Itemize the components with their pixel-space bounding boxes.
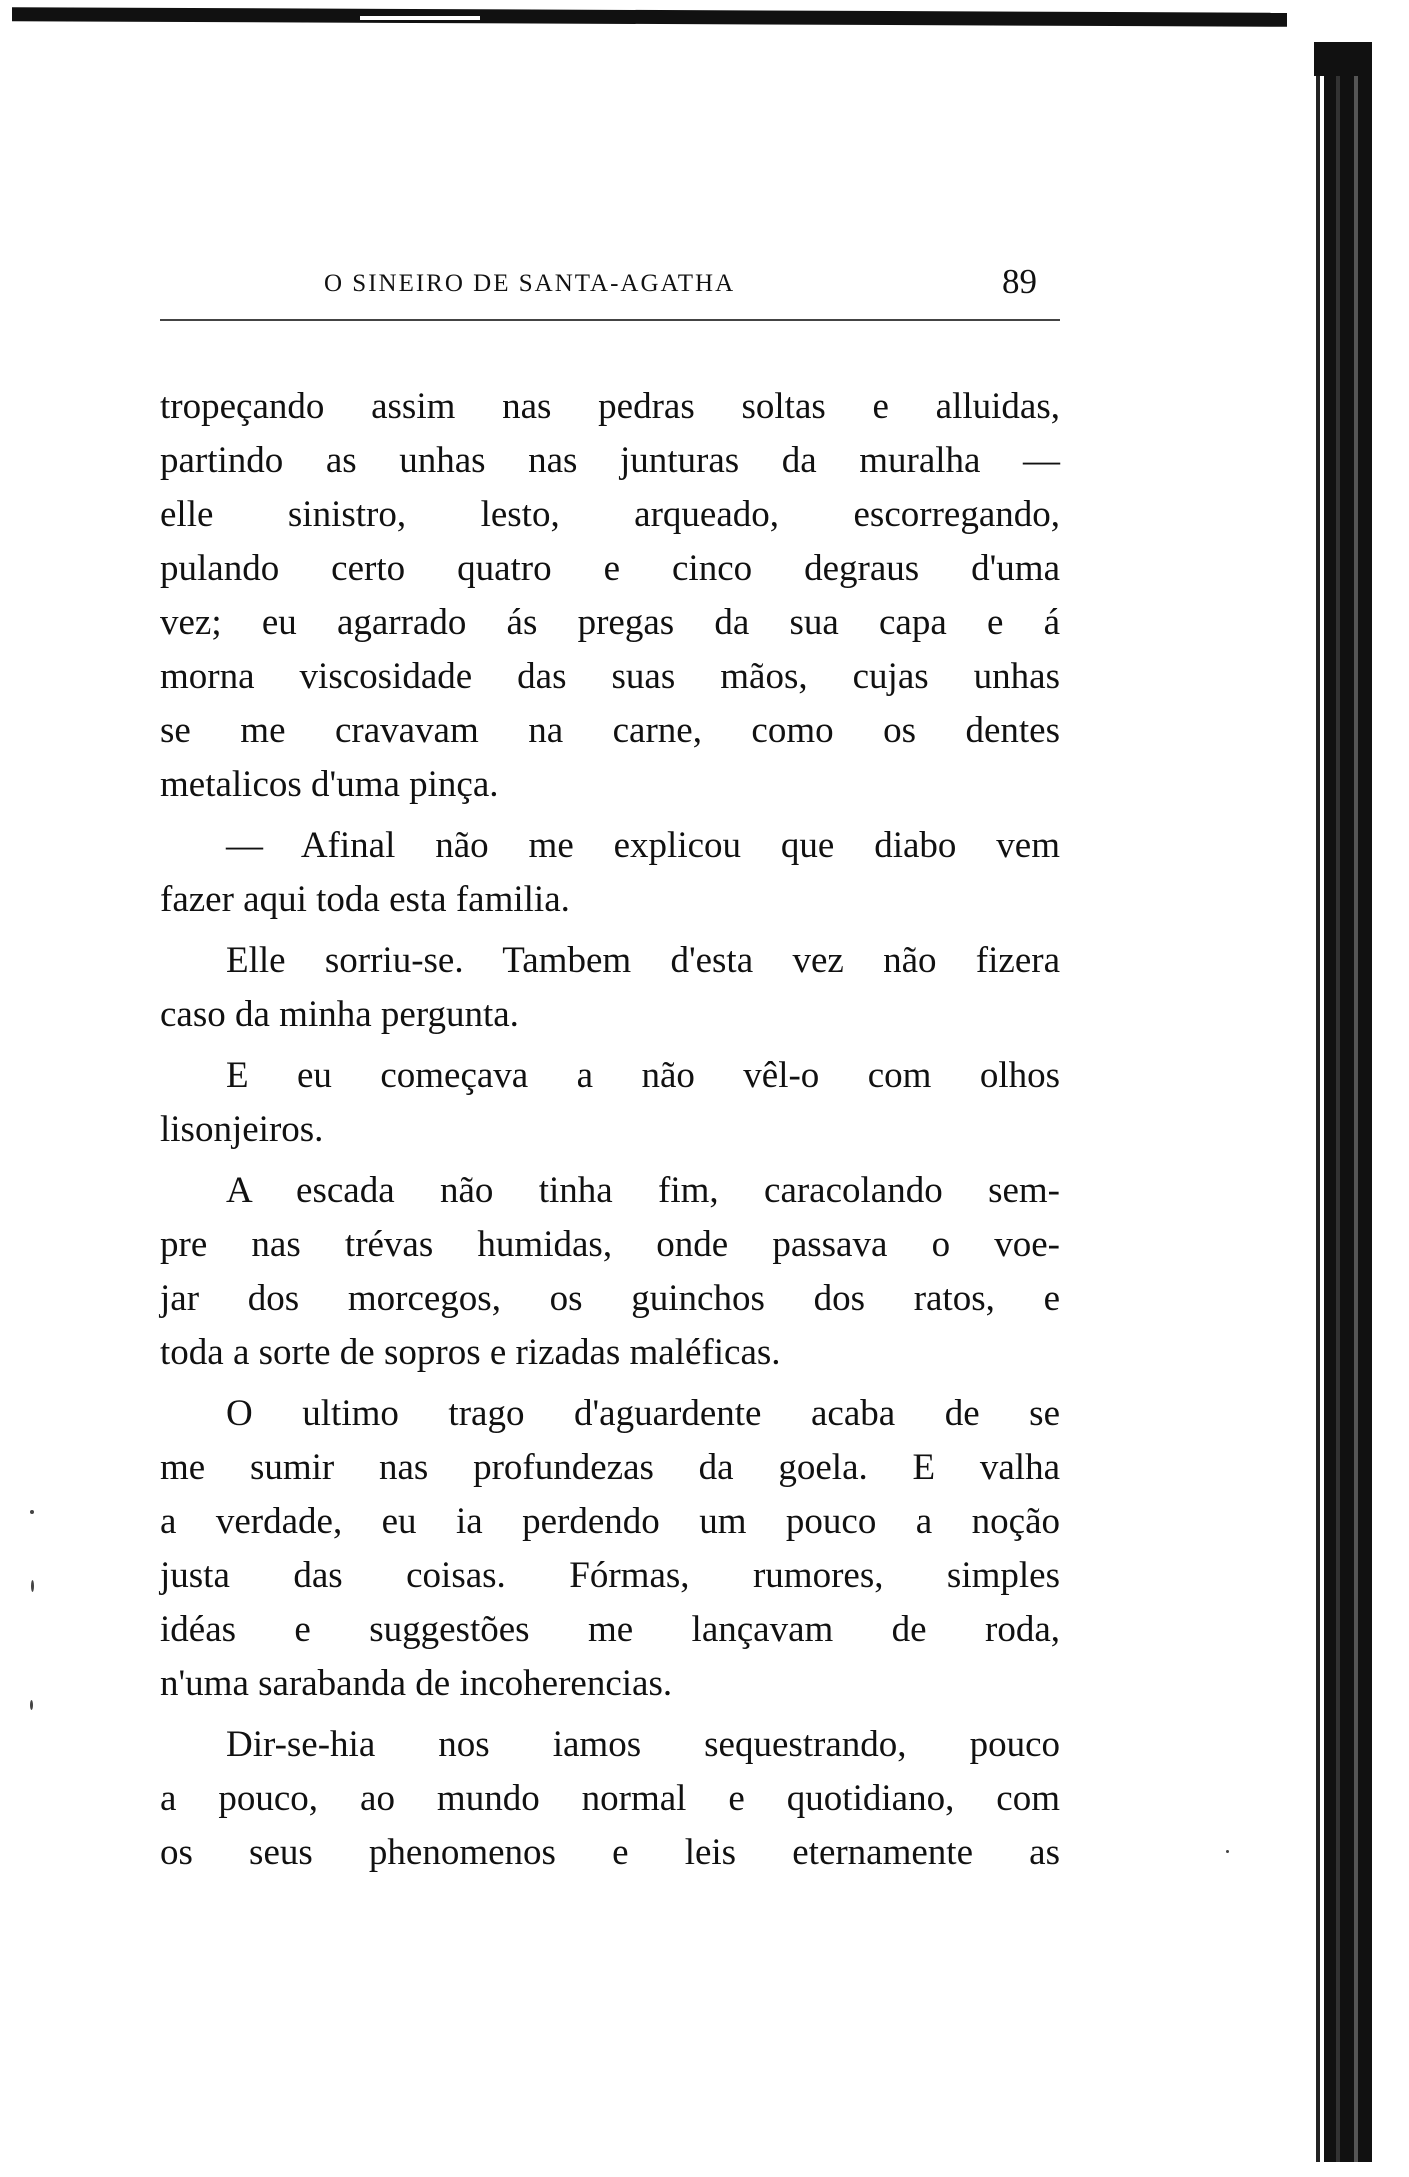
page-number: 89: [1002, 262, 1037, 301]
paper-speck: [31, 1580, 34, 1592]
paragraph: [160, 1049, 1060, 1157]
text-line: fazer aqui toda esta familia.: [160, 879, 570, 920]
text-line: jar dos morcegos, os guinchos dos ratos, e: [160, 1278, 1060, 1319]
text-line: — Afinal não me explicou que diabo vem: [226, 825, 1060, 866]
text-line: idéas e suggestões me lançavam de roda,: [160, 1609, 1060, 1650]
text-line: justa das coisas. Fórmas, rumores, simples: [160, 1555, 1060, 1596]
text-line: caso da minha pergunta.: [160, 994, 519, 1035]
body-text: [160, 380, 1060, 1880]
paragraph: [160, 934, 1060, 1042]
text-line: se me cravavam na carne, como os dentes: [160, 710, 1060, 751]
text-line: me sumir nas profundezas da goela. E valha: [160, 1447, 1060, 1488]
binding-shadow: [1314, 42, 1370, 76]
text-line: A escada não tinha fim, caracolando sem-: [226, 1170, 1060, 1211]
text-line: tropeçando assim nas pedras soltas e alluidas,: [160, 386, 1060, 427]
paper-speck: [30, 1700, 33, 1710]
text-line: a verdade, eu ia perdendo um pouco a noção: [160, 1501, 1060, 1542]
text-line: os seus phenomenos e leis eternamente as: [160, 1832, 1060, 1873]
paragraph: [160, 1164, 1060, 1380]
text-line: pre nas trévas humidas, onde passava o voe-: [160, 1224, 1060, 1265]
text-line: Dir-se-hia nos iamos sequestrando, pouco: [226, 1724, 1060, 1765]
header-rule: [160, 319, 1060, 321]
text-line: n'uma sarabanda de incoherencias.: [160, 1663, 673, 1704]
paragraph: [160, 819, 1060, 927]
paper-speck: [30, 1510, 34, 1514]
text-line: Elle sorriu-se. Tambem d'esta vez não fizera: [226, 940, 1060, 981]
text-line: O ultimo trago d'aguardente acaba de se: [226, 1393, 1060, 1434]
text-line: a pouco, ao mundo normal e quotidiano, com: [160, 1778, 1060, 1819]
text-line: lisonjeiros.: [160, 1109, 324, 1150]
book-page: [160, 250, 1060, 1873]
text-line: vez; eu agarrado ás pregas da sua capa e á: [160, 602, 1060, 643]
text-line: E eu começava a não vêl-o com olhos: [226, 1055, 1060, 1096]
book-binding-edge: [1310, 42, 1376, 2162]
scan-edge-gap: [360, 16, 480, 20]
text-line: morna viscosidade das suas mãos, cujas unhas: [160, 656, 1060, 697]
running-title: O SINEIRO DE SANTA-AGATHA: [324, 270, 736, 297]
text-line: partindo as unhas nas junturas da muralha —: [160, 440, 1060, 481]
text-line: elle sinistro, lesto, arqueado, escorregando,: [160, 494, 1060, 535]
paragraph: [160, 1718, 1060, 1880]
text-line: toda a sorte de sopros e rizadas maléficas.: [160, 1332, 781, 1373]
paper-speck: [1226, 1850, 1229, 1853]
text-line: pulando certo quatro e cinco degraus d'uma: [160, 548, 1060, 589]
paragraph: [160, 1387, 1060, 1711]
paragraph: [160, 380, 1060, 812]
scan-top-edge: [12, 7, 1287, 27]
text-line: metalicos d'uma pinça.: [160, 764, 499, 805]
running-header: [160, 250, 1060, 310]
